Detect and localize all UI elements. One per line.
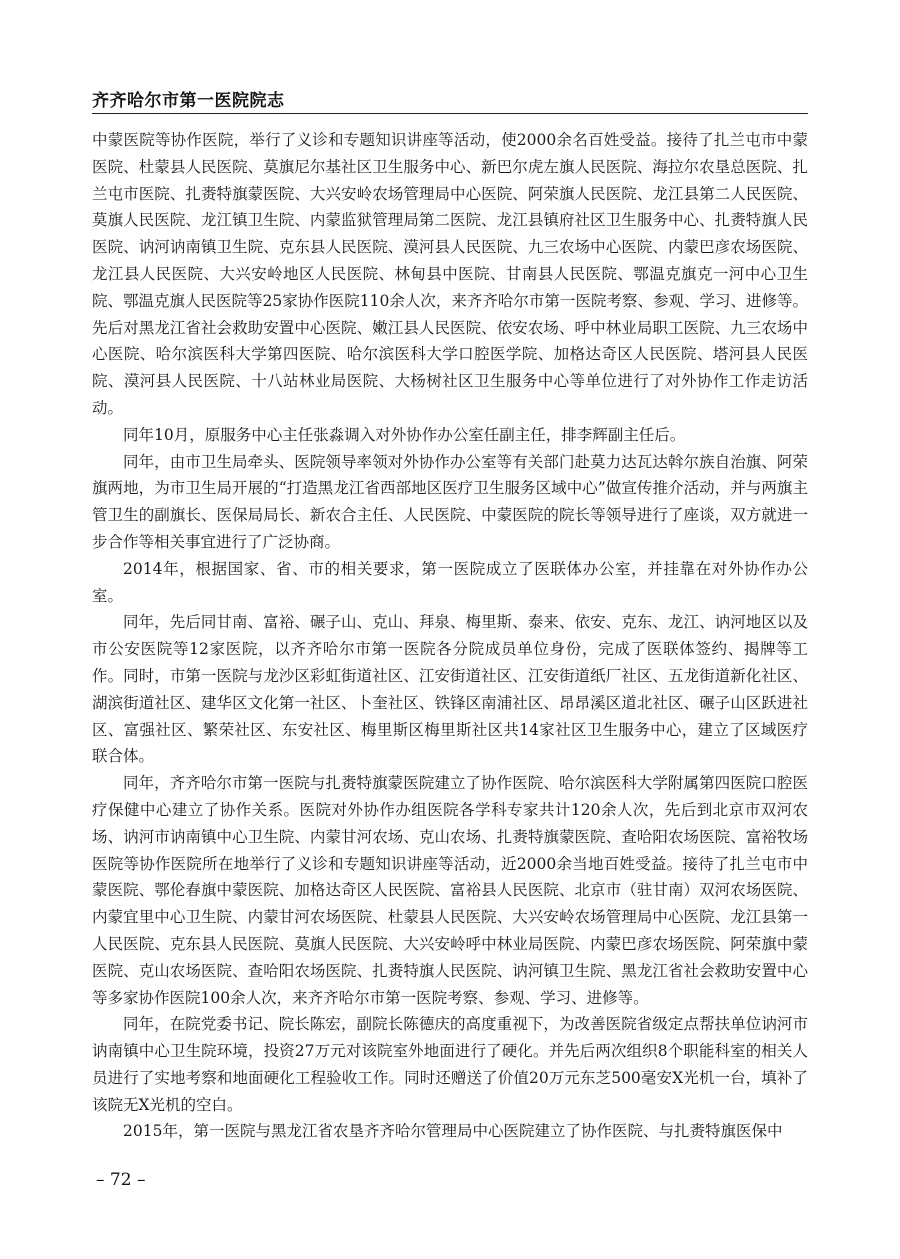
paragraph: 同年，由市卫生局牵头、医院领导率领对外协作办公室等有关部门赴莫力达瓦达斡尔族自治旗、阿荣旗两地，为市卫生局开展的“打造黑龙江省西部地区医疗卫生服务区域中心”做宣传推介活动，并与两旗主管卫生的副旗长、医保局局长、新农合主任、人民医院、中蒙医院的院长等领导进行了座谈，双方就进一步合作等相关事宜进行了广泛协商。 (92, 452, 808, 551)
page-number: – 72 – (96, 1170, 146, 1190)
paragraph: 2015年，第一医院与黑龙江省农垦齐齐哈尔管理局中心医院建立了协作医院、与扎赉特旗医保中 (123, 1122, 783, 1141)
header-rule (92, 113, 808, 114)
paragraph: 同年，先后同甘南、富裕、碾子山、克山、拜泉、梅里斯、泰来、依安、克东、龙江、讷河地区以及市公安医院等12家医院，以齐齐哈尔市第一医院各分院成员单位身份，完成了医联体签约、揭牌等工作。同时，市第一医院与龙沙区彩虹街道社区、江安街道社区、江安街道纸厂社区、五龙街道新化社区、湖滨街道社区、建华区文化第一社区、卜奎社区、铁锋区南浦社区、昂昂溪区道北社区、碾子山区跃进社区、富强社区、繁荣社区、东安社区、梅里斯区梅里斯社区共14家社区卫生服务中心，建立了区域医疗联合体。 (92, 613, 808, 766)
paragraph-continued: 中蒙医院等协作医院，举行了义诊和专题知识讲座等活动，使2000余名百姓受益。接待了扎兰屯市中蒙医院、杜蒙县人民医院、莫旗尼尔基社区卫生服务中心、新巴尔虎左旗人民医院、海拉尔农垦总医院、扎兰屯市医院、扎赉特旗蒙医院、大兴安岭农场管理局中心医院、阿荣旗人民医院、龙江县第二人民医院、莫旗人民医院、龙江镇卫生院、内蒙监狱管理局第二医院、龙江县镇府社区卫生服务中心、扎赉特旗人民医院、讷河讷南镇卫生院、克东县人民医院、漠河县人民医院、九三农场中心医院、内蒙巴彦农场医院、龙江县人民医院、大兴安岭地区人民医院、林甸县中医院、甘南县人民医院、鄂温克旗克一河中心卫生院、鄂温克旗人民医院等25家协作医院110余人次，来齐齐哈尔市第一医院考察、参观、学习、进修等。先后对黑龙江省社会救助安置中心医院、嫩江县人民医院、依安农场、呼中林业局职工医院、九三农场中心医院、哈尔滨医科大学第四医院、哈尔滨医科大学口腔医学院、加格达奇区人民医院、塔河县人民医院、漠河县人民医院、十八站林业局医院、大杨树社区卫生服务中心等单位进行了对外协作工作走访活动。 (92, 131, 808, 417)
body-text (92, 127, 808, 1145)
paragraph: 同年，在院党委书记、院长陈宏，副院长陈德庆的高度重视下，为改善医院省级定点帮扶单位讷河市讷南镇中心卫生院环境，投资27万元对该院室外地面进行了硬化。并先后两次组织8个职能科室的相关人员进行了实地考察和地面硬化工程验收工作。同时还赠送了价值20万元东芝500毫安X光机一台，填补了该院无X光机的空白。 (92, 1015, 808, 1114)
paragraph: 2014年，根据国家、省、市的相关要求，第一医院成立了医联体办公室，并挂靠在对外协作办公室。 (92, 559, 808, 605)
paragraph: 同年，齐齐哈尔市第一医院与扎赉特旗蒙医院建立了协作医院、哈尔滨医科大学附属第四医院口腔医疗保健中心建立了协作关系。医院对外协作办组医院各学科专家共计120余人次，先后到北京市双河农场、讷河市讷南镇中心卫生院、内蒙甘河农场、克山农场、扎赉特旗蒙医院、查哈阳农场医院、富裕牧场医院等协作医院所在地举行了义诊和专题知识讲座等活动，近2000余当地百姓受益。接待了扎兰屯市中蒙医院、鄂伦春旗中蒙医院、加格达奇区人民医院、富裕县人民医院、北京市（驻甘南）双河农场医院、内蒙宜里中心卫生院、内蒙甘河农场医院、杜蒙县人民医院、大兴安岭农场管理局中心医院、龙江县第一人民医院、克东县人民医院、莫旗人民医院、大兴安岭呼中林业局医院、内蒙巴彦农场医院、阿荣旗中蒙医院、克山农场医院、查哈阳农场医院、扎赉特旗人民医院、讷河镇卫生院、黑龙江省社会救助安置中心等多家协作医院100余人次，来齐齐哈尔市第一医院考察、参观、学习、进修等。 (92, 774, 808, 1007)
running-header-title: 齐齐哈尔市第一医院院志 (92, 91, 285, 111)
paragraph: 同年10月，原服务中心主任张淼调入对外协作办公室任副主任，排李辉副主任后。 (123, 425, 686, 444)
